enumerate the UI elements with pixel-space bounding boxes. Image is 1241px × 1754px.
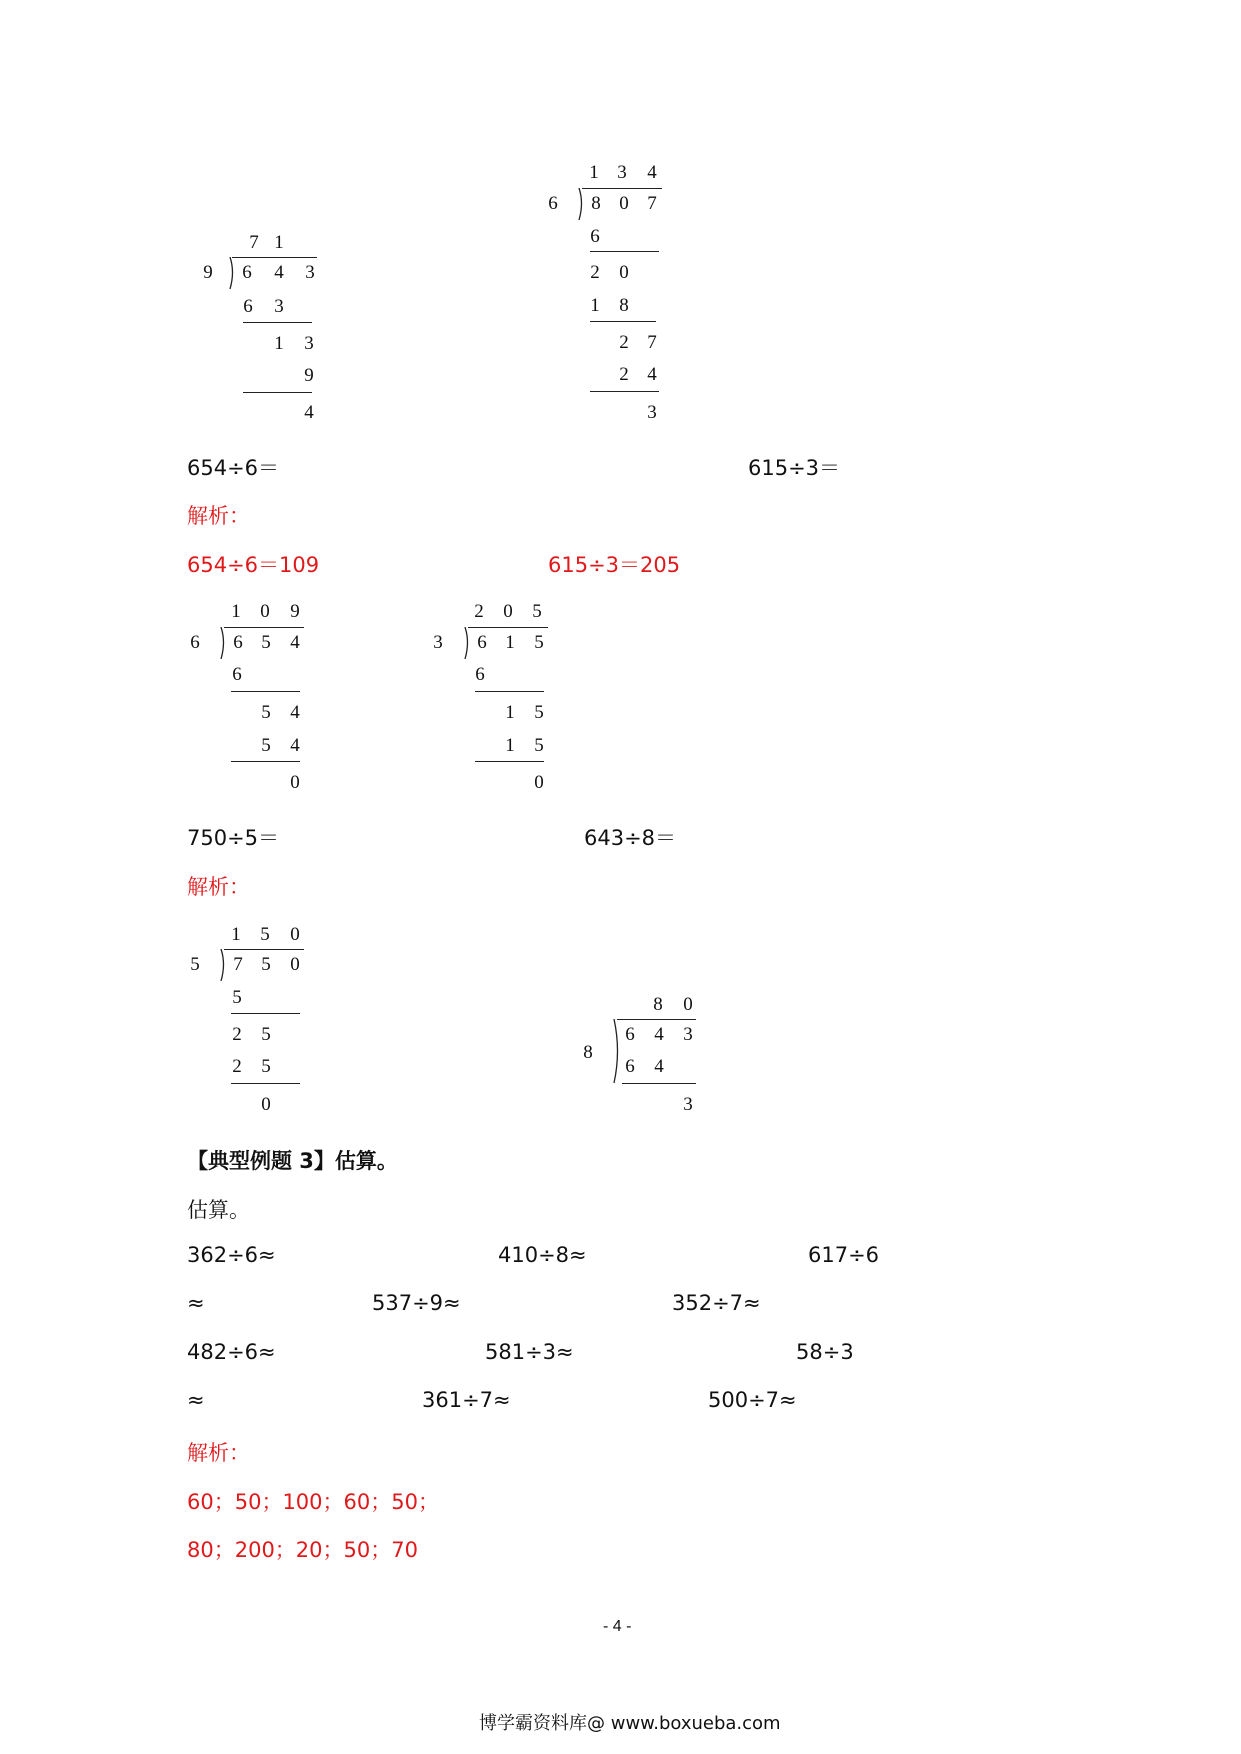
example-3-intro: 估算。 [187, 1198, 250, 1222]
quotient-digit: 8 [653, 994, 663, 1015]
footer-watermark: 博学霸资料库@ www.boxueba.com [479, 1713, 781, 1734]
step-digit: 2 [619, 364, 629, 385]
quotient-digit: 0 [503, 601, 513, 622]
step-digit: 0 [619, 262, 629, 283]
step-digit: 0 [261, 1094, 271, 1115]
step-digit: 1 [590, 295, 600, 316]
step-digit: 3 [304, 333, 314, 354]
dividend-digit: 8 [591, 193, 601, 214]
step-digit: 2 [590, 262, 600, 283]
example-3-heading: 【典型例题 3】估算。 [187, 1149, 398, 1173]
estimate-problem: 537÷9≈ [372, 1291, 461, 1315]
step-digit: 4 [654, 1056, 664, 1077]
dividend-digit: 0 [290, 954, 300, 975]
dividend-digit: 7 [647, 193, 657, 214]
quotient-digit: 7 [249, 232, 259, 253]
dividend-digit: 7 [233, 954, 243, 975]
divisor: 8 [583, 1042, 593, 1063]
step-digit: 3 [683, 1094, 693, 1115]
dividend-digit: 4 [654, 1024, 664, 1045]
division-bracket [463, 627, 471, 661]
division-bracket [219, 949, 227, 983]
step-digit: 1 [505, 735, 515, 756]
problem-615-div-3: 615÷3＝ [748, 456, 841, 480]
step-digit: 6 [243, 296, 253, 317]
quotient-digit: 1 [274, 232, 284, 253]
dividend-digit: 5 [261, 632, 271, 653]
dividend-digit: 4 [274, 262, 284, 283]
estimate-problem: 362÷6≈ [187, 1243, 276, 1267]
estimate-problem: 617÷6 [808, 1243, 880, 1267]
step-digit: 5 [261, 1024, 271, 1045]
divisor: 5 [190, 954, 200, 975]
step-digit: 2 [619, 332, 629, 353]
dividend-digit: 5 [261, 954, 271, 975]
dividend-digit: 6 [242, 262, 252, 283]
estimate-problem: 361÷7≈ [422, 1388, 511, 1412]
step-digit: 5 [534, 702, 544, 723]
divisor: 6 [548, 193, 558, 214]
division-bracket [611, 1019, 621, 1085]
quotient-digit: 0 [290, 924, 300, 945]
quotient-digit: 4 [647, 162, 657, 183]
quotient-digit: 1 [589, 162, 599, 183]
estimate-problem: 352÷7≈ [672, 1291, 761, 1315]
dividend-digit: 1 [505, 632, 515, 653]
step-digit: 3 [274, 296, 284, 317]
dividend-digit: 3 [683, 1024, 693, 1045]
estimate-problem: 58÷3 [796, 1340, 854, 1364]
step-digit: 6 [625, 1056, 635, 1077]
quotient-digit: 5 [532, 601, 542, 622]
step-digit: 5 [232, 987, 242, 1008]
estimate-problem: 581÷3≈ [485, 1340, 574, 1364]
quotient-digit: 2 [474, 601, 484, 622]
dividend-digit: 0 [619, 193, 629, 214]
dividend-digit: 4 [290, 632, 300, 653]
dividend-digit: 6 [477, 632, 487, 653]
dividend-digit: 3 [305, 262, 315, 283]
step-digit: 8 [619, 295, 629, 316]
problem-654-div-6: 654÷6＝ [187, 456, 280, 480]
division-bracket [219, 627, 227, 661]
division-bracket [228, 257, 236, 291]
page-number: - 4 - [603, 1618, 632, 1635]
step-digit: 4 [304, 402, 314, 423]
step-digit: 5 [261, 1056, 271, 1077]
step-digit: 2 [232, 1056, 242, 1077]
dividend-digit: 5 [534, 632, 544, 653]
step-digit: 4 [290, 735, 300, 756]
analysis-label: 解析： [187, 875, 250, 899]
step-digit: 4 [290, 702, 300, 723]
dividend-digit: 6 [233, 632, 243, 653]
answer-615-div-3: 615÷3＝205 [548, 553, 681, 577]
estimate-problem: ≈ [187, 1388, 205, 1412]
step-digit: 1 [274, 333, 284, 354]
quotient-digit: 1 [231, 601, 241, 622]
step-digit: 0 [290, 772, 300, 793]
step-digit: 6 [475, 664, 485, 685]
step-digit: 0 [534, 772, 544, 793]
analysis-label: 解析： [187, 504, 250, 528]
analysis-label: 解析： [187, 1441, 250, 1465]
divisor: 6 [190, 632, 200, 653]
problem-750-div-5: 750÷5＝ [187, 826, 280, 850]
estimate-problem: 482÷6≈ [187, 1340, 276, 1364]
step-digit: 5 [261, 735, 271, 756]
step-digit: 6 [590, 226, 600, 247]
divisor: 9 [203, 262, 213, 283]
step-digit: 3 [647, 402, 657, 423]
division-bracket [577, 188, 585, 222]
quotient-digit: 0 [260, 601, 270, 622]
estimate-answers-line-2: 80；200；20；50；70 [187, 1538, 418, 1562]
step-digit: 2 [232, 1024, 242, 1045]
problem-643-div-8: 643÷8＝ [584, 826, 677, 850]
quotient-digit: 1 [231, 924, 241, 945]
quotient-digit: 3 [617, 162, 627, 183]
quotient-digit: 0 [683, 994, 693, 1015]
quotient-digit: 9 [290, 601, 300, 622]
step-digit: 5 [534, 735, 544, 756]
step-digit: 4 [647, 364, 657, 385]
step-digit: 1 [505, 702, 515, 723]
answer-654-div-6: 654÷6＝109 [187, 553, 320, 577]
step-digit: 9 [304, 365, 314, 386]
estimate-problem: ≈ [187, 1291, 205, 1315]
step-digit: 7 [647, 332, 657, 353]
dividend-digit: 6 [625, 1024, 635, 1045]
estimate-problem: 410÷8≈ [498, 1243, 587, 1267]
step-digit: 6 [232, 664, 242, 685]
estimate-problem: 500÷7≈ [708, 1388, 797, 1412]
quotient-digit: 5 [260, 924, 270, 945]
step-digit: 5 [261, 702, 271, 723]
divisor: 3 [433, 632, 443, 653]
estimate-answers-line-1: 60；50；100；60；50； [187, 1490, 439, 1514]
